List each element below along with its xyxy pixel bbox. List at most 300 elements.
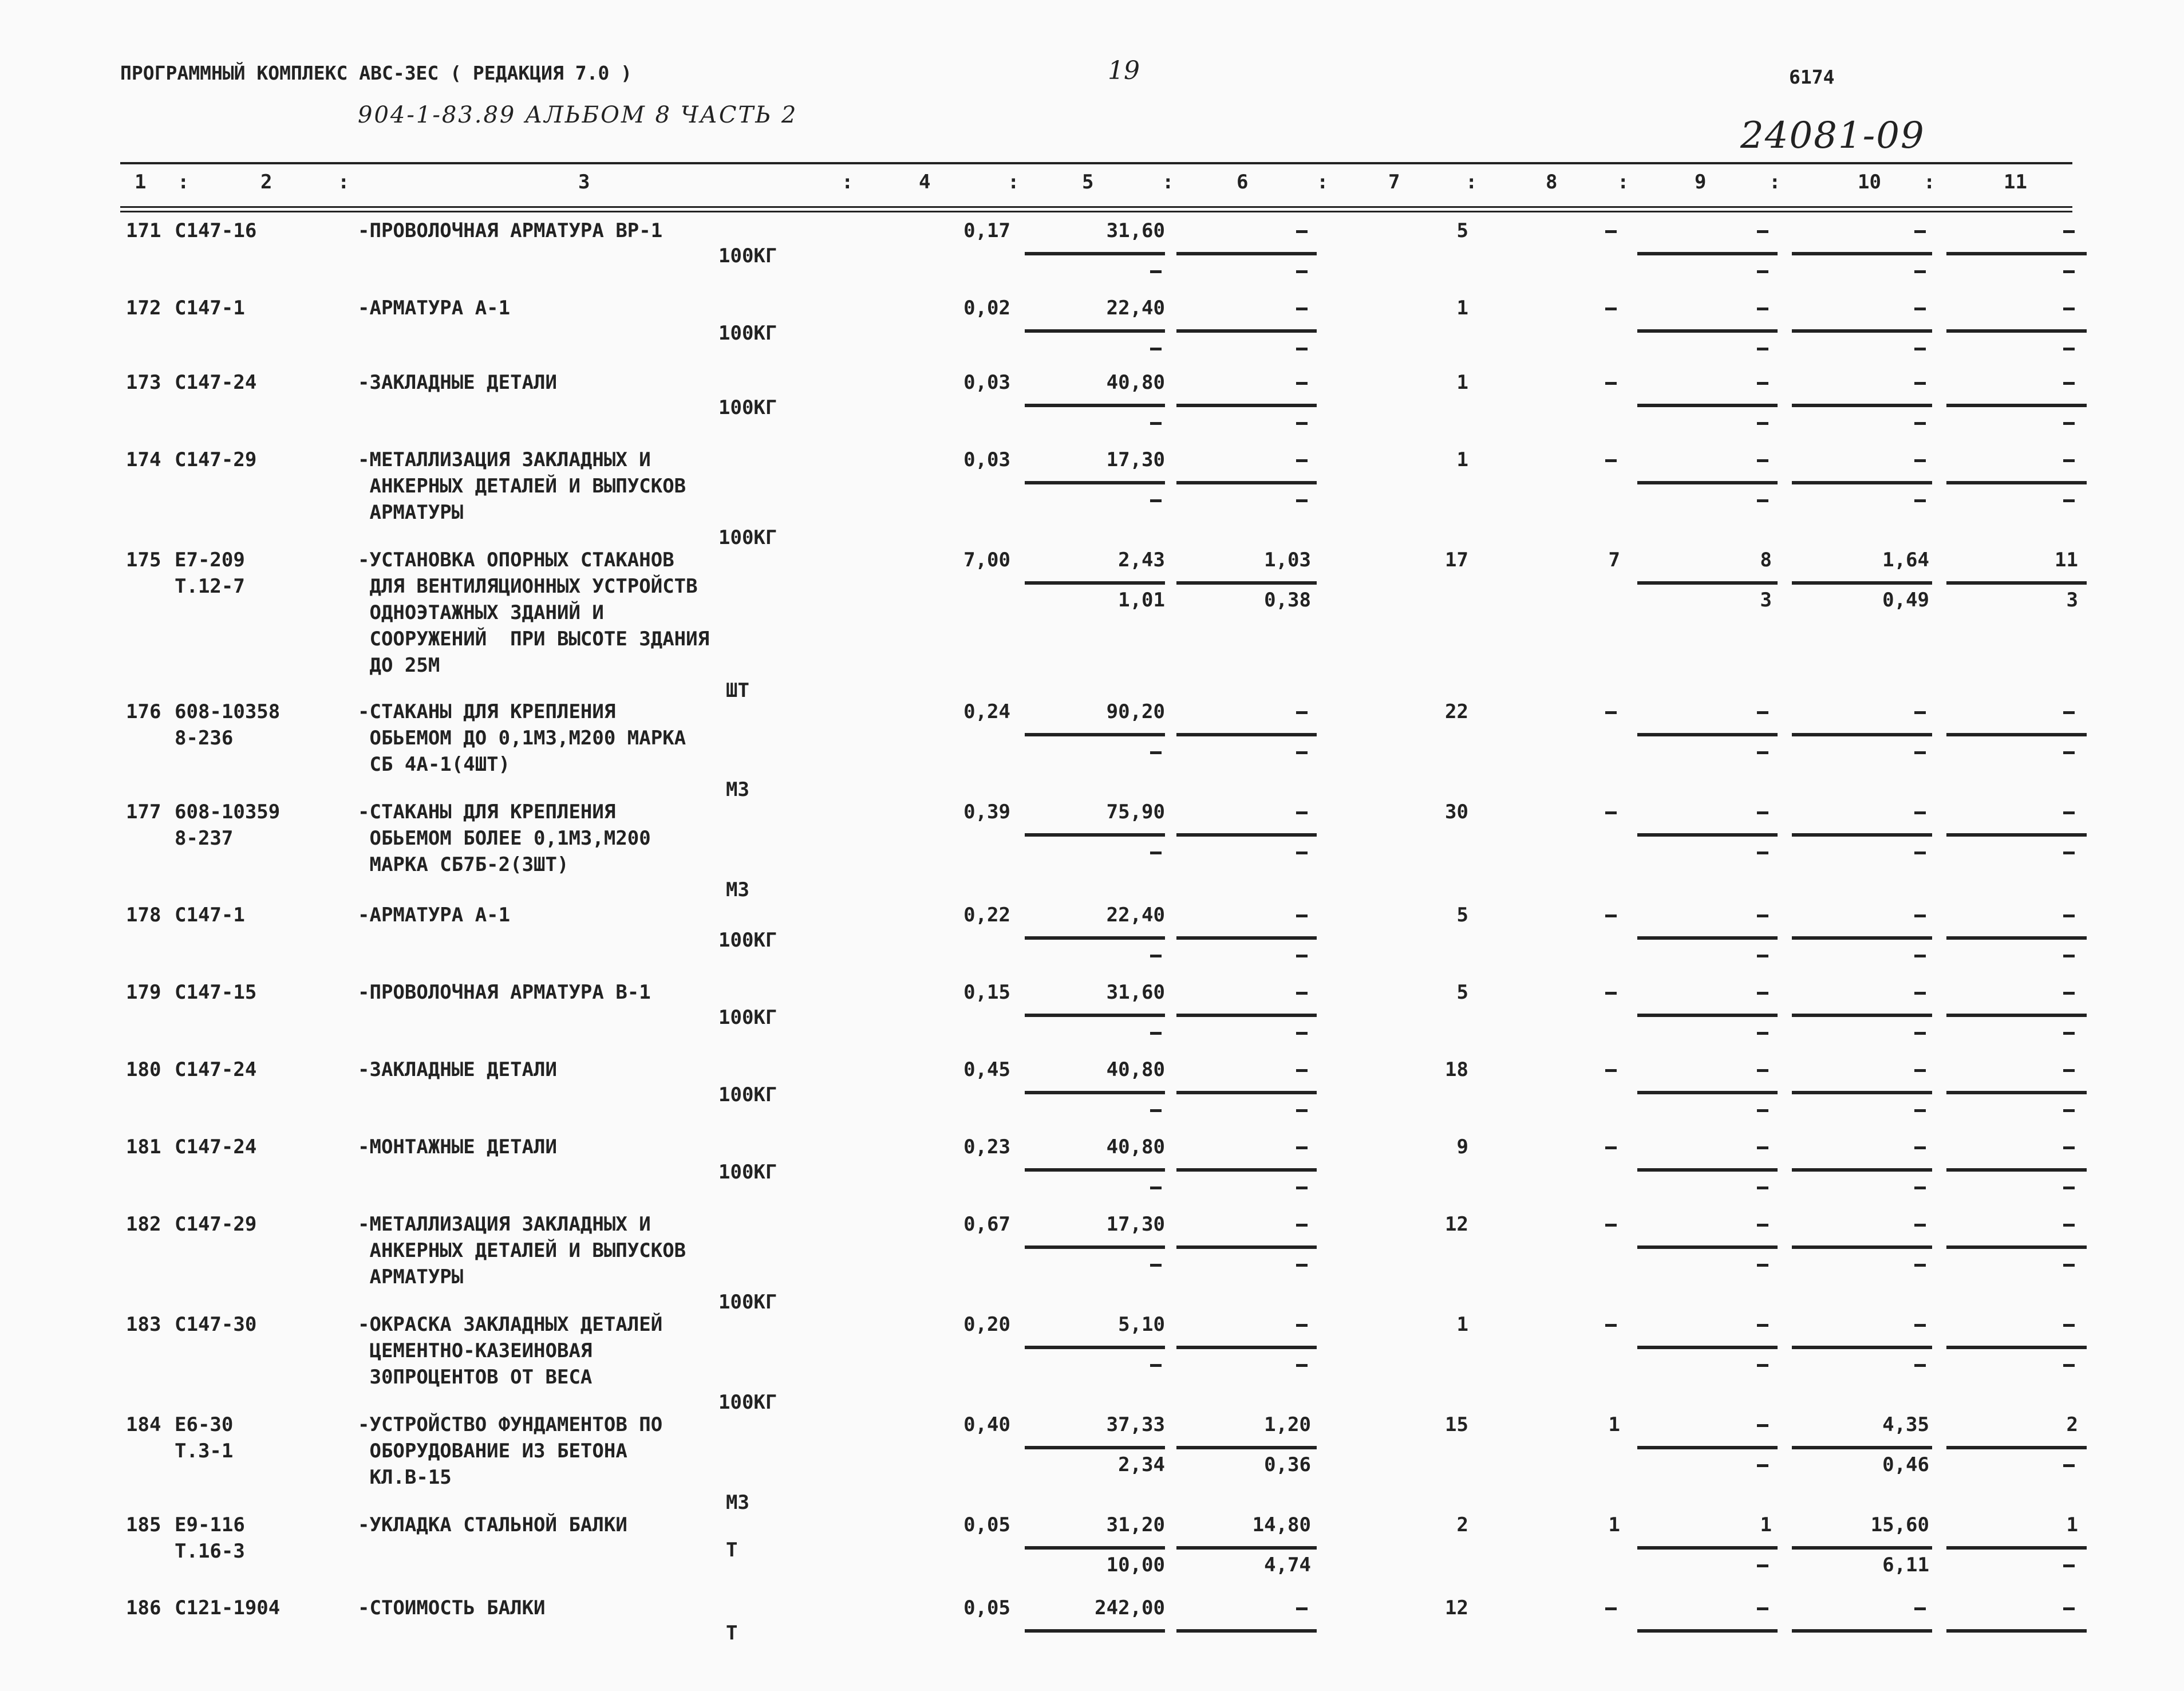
- value-c4: 0,05: [963, 1513, 1010, 1536]
- work-description: -МОНТАЖНЫЕ ДЕТАЛИ: [358, 1136, 557, 1158]
- value-c6b: 0,38: [1264, 589, 1311, 612]
- fraction-bar: [1792, 1168, 1932, 1172]
- value-c5: 22,40: [1106, 297, 1165, 320]
- row-number: 179: [126, 981, 161, 1004]
- fraction-bar: [1025, 581, 1165, 585]
- rate-code: 608-10359 8-237: [175, 801, 281, 850]
- rate-code: С121-1904: [175, 1597, 281, 1619]
- empty-value-dash: [1914, 230, 1926, 233]
- row-number: 172: [126, 297, 161, 320]
- empty-value-dash: [1296, 308, 1308, 310]
- value-c8: 1: [1608, 1413, 1620, 1436]
- value-c10: 1,64: [1882, 549, 1929, 571]
- empty-value-dash: [1296, 499, 1308, 502]
- empty-value-dash: [1757, 711, 1768, 714]
- fraction-bar: [1176, 936, 1317, 940]
- empty-value-dash: [1296, 1187, 1308, 1189]
- fraction-bar: [1946, 404, 2087, 407]
- row-number: 175: [126, 549, 161, 571]
- work-description: -МЕТАЛЛИЗАЦИЯ ЗАКЛАДНЫХ И АНКЕРНЫХ ДЕТАЛЕЙ И ВЫПУСКОВ АРМАТУРЫ: [358, 448, 686, 524]
- work-description: -АРМАТУРА А-1: [358, 904, 511, 927]
- empty-value-dash: [1914, 1032, 1926, 1035]
- column-header-3: 3: [578, 171, 590, 194]
- row-number: 178: [126, 904, 161, 927]
- fraction-bar: [1025, 1629, 1165, 1633]
- empty-value-dash: [1914, 1264, 1926, 1267]
- empty-value-dash: [1296, 1324, 1308, 1327]
- empty-value-dash: [1605, 1324, 1617, 1327]
- fraction-bar: [1946, 733, 2087, 736]
- row-number: 174: [126, 448, 161, 471]
- value-c5: 31,20: [1106, 1513, 1165, 1536]
- value-c5: 75,90: [1106, 801, 1165, 823]
- value-c7: 30: [1445, 801, 1468, 823]
- empty-value-dash: [2063, 1607, 2075, 1610]
- empty-value-dash: [1757, 1146, 1768, 1149]
- empty-value-dash: [1914, 852, 1926, 854]
- empty-value-dash: [1296, 270, 1308, 273]
- unit: 100КГ: [718, 1083, 777, 1106]
- empty-value-dash: [2063, 1324, 2075, 1327]
- fraction-bar: [1792, 481, 1932, 484]
- fraction-bar: [1176, 1091, 1317, 1094]
- empty-value-dash: [1757, 852, 1768, 854]
- empty-value-dash: [1757, 270, 1768, 273]
- fraction-bar: [1176, 1168, 1317, 1172]
- fraction-bar: [1946, 329, 2087, 333]
- fraction-bar: [1792, 1629, 1932, 1633]
- work-description: -СТОИМОСТЬ БАЛКИ: [358, 1597, 546, 1619]
- fraction-bar: [1946, 1346, 2087, 1349]
- program-title: ПРОГРАММНЫЙ КОМПЛЕКС АВС-3ЕС ( РЕДАКЦИЯ 7.0 ): [120, 62, 633, 84]
- column-header-9: 9: [1695, 171, 1707, 194]
- empty-value-dash: [1605, 1069, 1617, 1072]
- fraction-bar: [1946, 581, 2087, 585]
- empty-value-dash: [1150, 422, 1162, 425]
- empty-value-dash: [1757, 459, 1768, 462]
- fraction-bar: [1025, 404, 1165, 407]
- fraction-bar: [1946, 1546, 2087, 1550]
- empty-value-dash: [1296, 1364, 1308, 1367]
- work-description: -ПРОВОЛОЧНАЯ АРМАТУРА В-1: [358, 981, 651, 1004]
- fraction-bar: [1025, 833, 1165, 837]
- rate-code: С147-29: [175, 448, 257, 471]
- column-header-4: 4: [919, 171, 931, 194]
- value-c7: 1: [1456, 448, 1468, 471]
- fraction-bar: [1025, 733, 1165, 736]
- unit: 100КГ: [718, 929, 777, 952]
- empty-value-dash: [1914, 992, 1926, 995]
- row-number: 177: [126, 801, 161, 823]
- fraction-bar: [1176, 1629, 1317, 1633]
- empty-value-dash: [1296, 348, 1308, 350]
- empty-value-dash: [2063, 1146, 2075, 1149]
- fraction-bar: [1792, 1446, 1932, 1449]
- table-top-rule: [120, 162, 2072, 164]
- value-c7: 17: [1445, 549, 1468, 571]
- empty-value-dash: [2063, 1264, 2075, 1267]
- column-separator: :: [338, 171, 350, 194]
- empty-value-dash: [1150, 1032, 1162, 1035]
- row-number: 171: [126, 219, 161, 242]
- fraction-bar: [1025, 1014, 1165, 1017]
- rate-code: С147-24: [175, 1136, 257, 1158]
- fraction-bar: [1946, 1629, 2087, 1633]
- empty-value-dash: [1150, 1187, 1162, 1189]
- column-separator: :: [1317, 171, 1329, 194]
- fraction-bar: [1637, 1546, 1778, 1550]
- value-c5b: 1,01: [1118, 589, 1165, 612]
- value-c11b: 3: [2066, 589, 2078, 612]
- value-c4: 0,17: [963, 219, 1010, 242]
- empty-value-dash: [1914, 499, 1926, 502]
- value-c11: 11: [2055, 549, 2078, 571]
- fraction-bar: [1946, 1245, 2087, 1249]
- unit: 100КГ: [718, 526, 777, 549]
- value-c4: 0,45: [963, 1058, 1010, 1081]
- empty-value-dash: [1605, 1224, 1617, 1227]
- empty-value-dash: [1150, 1264, 1162, 1267]
- work-description: -УКЛАДКА СТАЛЬНОЙ БАЛКИ: [358, 1513, 627, 1536]
- empty-value-dash: [2063, 1224, 2075, 1227]
- row-number: 186: [126, 1597, 161, 1619]
- empty-value-dash: [1914, 308, 1926, 310]
- empty-value-dash: [1605, 230, 1617, 233]
- value-c4: 0,15: [963, 981, 1010, 1004]
- empty-value-dash: [1605, 308, 1617, 310]
- empty-value-dash: [2063, 382, 2075, 385]
- row-number: 183: [126, 1313, 161, 1336]
- value-c4: 0,20: [963, 1313, 1010, 1336]
- empty-value-dash: [1757, 1607, 1768, 1610]
- unit: 100КГ: [718, 322, 777, 345]
- fraction-bar: [1946, 1446, 2087, 1449]
- fraction-bar: [1176, 1446, 1317, 1449]
- fraction-bar: [1176, 404, 1317, 407]
- empty-value-dash: [1914, 1607, 1926, 1610]
- empty-value-dash: [1150, 852, 1162, 854]
- empty-value-dash: [1757, 1464, 1768, 1467]
- value-c5: 2,43: [1118, 549, 1165, 571]
- empty-value-dash: [2063, 459, 2075, 462]
- fraction-bar: [1792, 1546, 1932, 1550]
- empty-value-dash: [1914, 348, 1926, 350]
- empty-value-dash: [1296, 459, 1308, 462]
- value-c7: 1: [1456, 1313, 1468, 1336]
- unit: Т: [726, 1539, 738, 1562]
- value-c4: 0,40: [963, 1413, 1010, 1436]
- empty-value-dash: [1914, 459, 1926, 462]
- value-c5: 40,80: [1106, 1058, 1165, 1081]
- empty-value-dash: [1757, 348, 1768, 350]
- document-code: 6174: [1789, 66, 1835, 88]
- empty-value-dash: [1757, 992, 1768, 995]
- column-separator: :: [177, 171, 189, 194]
- empty-value-dash: [1150, 1109, 1162, 1112]
- value-c4: 0,23: [963, 1136, 1010, 1158]
- empty-value-dash: [2063, 1069, 2075, 1072]
- row-number: 173: [126, 371, 161, 394]
- empty-value-dash: [1757, 1424, 1768, 1427]
- empty-value-dash: [1757, 955, 1768, 957]
- empty-value-dash: [1757, 1109, 1768, 1112]
- fraction-bar: [1176, 1245, 1317, 1249]
- value-c5: 40,80: [1106, 371, 1165, 394]
- value-c9b: 3: [1760, 589, 1772, 612]
- empty-value-dash: [1605, 1607, 1617, 1610]
- value-c5: 22,40: [1106, 904, 1165, 927]
- value-c6b: 0,36: [1264, 1453, 1311, 1476]
- unit: М3: [726, 878, 749, 901]
- value-c5: 17,30: [1106, 448, 1165, 471]
- value-c7: 5: [1456, 904, 1468, 927]
- empty-value-dash: [1296, 230, 1308, 233]
- fraction-bar: [1792, 1014, 1932, 1017]
- fraction-bar: [1637, 404, 1778, 407]
- column-separator: :: [1162, 171, 1174, 194]
- value-c11: 2: [2066, 1413, 2078, 1436]
- value-c5: 5,10: [1118, 1313, 1165, 1336]
- empty-value-dash: [1605, 915, 1617, 917]
- value-c6: 14,80: [1252, 1513, 1311, 1536]
- value-c7: 12: [1445, 1597, 1468, 1619]
- fraction-bar: [1176, 1546, 1317, 1550]
- value-c4: 0,05: [963, 1597, 1010, 1619]
- fraction-bar: [1792, 1091, 1932, 1094]
- rate-code: Е9-116 Т.16-3: [175, 1513, 245, 1563]
- fraction-bar: [1946, 1091, 2087, 1094]
- rate-code: С147-24: [175, 371, 257, 394]
- empty-value-dash: [1150, 270, 1162, 273]
- value-c7: 18: [1445, 1058, 1468, 1081]
- empty-value-dash: [1605, 1146, 1617, 1149]
- empty-value-dash: [1757, 1364, 1768, 1367]
- empty-value-dash: [1757, 1032, 1768, 1035]
- empty-value-dash: [1757, 915, 1768, 917]
- unit: 100КГ: [718, 245, 777, 267]
- unit: М3: [726, 1491, 749, 1514]
- value-c5b: 2,34: [1118, 1453, 1165, 1476]
- value-c5: 31,60: [1106, 981, 1165, 1004]
- empty-value-dash: [1914, 811, 1926, 814]
- empty-value-dash: [1914, 751, 1926, 754]
- fraction-bar: [1025, 1346, 1165, 1349]
- fraction-bar: [1637, 1245, 1778, 1249]
- empty-value-dash: [1914, 711, 1926, 714]
- empty-value-dash: [1605, 992, 1617, 995]
- work-description: -МЕТАЛЛИЗАЦИЯ ЗАКЛАДНЫХ И АНКЕРНЫХ ДЕТАЛЕЙ И ВЫПУСКОВ АРМАТУРЫ: [358, 1213, 686, 1288]
- value-c10: 15,60: [1870, 1513, 1929, 1536]
- work-description: -СТАКАНЫ ДЛЯ КРЕПЛЕНИЯ ОБЬЕМОМ ДО 0,1М3,М200 МАРКА СБ 4А-1(4ШТ): [358, 700, 686, 776]
- empty-value-dash: [2063, 1109, 2075, 1112]
- fraction-bar: [1637, 481, 1778, 484]
- value-c5: 40,80: [1106, 1136, 1165, 1158]
- empty-value-dash: [1914, 1069, 1926, 1072]
- fraction-bar: [1946, 1168, 2087, 1172]
- column-separator: :: [1008, 171, 1020, 194]
- row-number: 181: [126, 1136, 161, 1158]
- value-c7: 5: [1456, 981, 1468, 1004]
- column-header-2: 2: [260, 171, 272, 194]
- value-c7: 5: [1456, 219, 1468, 242]
- empty-value-dash: [2063, 811, 2075, 814]
- empty-value-dash: [1296, 1264, 1308, 1267]
- empty-value-dash: [1914, 422, 1926, 425]
- rate-code: С147-30: [175, 1313, 257, 1336]
- empty-value-dash: [1296, 955, 1308, 957]
- empty-value-dash: [1296, 811, 1308, 814]
- empty-value-dash: [1757, 751, 1768, 754]
- empty-value-dash: [1757, 1264, 1768, 1267]
- empty-value-dash: [2063, 348, 2075, 350]
- fraction-bar: [1946, 1014, 2087, 1017]
- empty-value-dash: [1757, 308, 1768, 310]
- value-c10b: 0,49: [1882, 589, 1929, 612]
- fraction-bar: [1176, 581, 1317, 585]
- rate-code: 608-10358 8-236: [175, 700, 281, 750]
- fraction-bar: [1176, 1014, 1317, 1017]
- value-c4: 0,02: [963, 297, 1010, 320]
- fraction-bar: [1025, 1091, 1165, 1094]
- empty-value-dash: [1757, 382, 1768, 385]
- empty-value-dash: [2063, 751, 2075, 754]
- fraction-bar: [1025, 1245, 1165, 1249]
- empty-value-dash: [1605, 811, 1617, 814]
- empty-value-dash: [1605, 711, 1617, 714]
- fraction-bar: [1025, 1446, 1165, 1449]
- empty-value-dash: [1914, 1324, 1926, 1327]
- empty-value-dash: [1757, 230, 1768, 233]
- empty-value-dash: [1150, 499, 1162, 502]
- value-c8: 7: [1608, 549, 1620, 571]
- value-c9: 1: [1760, 1513, 1772, 1536]
- fraction-bar: [1176, 481, 1317, 484]
- unit: 100КГ: [718, 1291, 777, 1314]
- value-c10: 4,35: [1882, 1413, 1929, 1436]
- registration-number: 24081-09: [1740, 115, 1925, 157]
- empty-value-dash: [2063, 1187, 2075, 1189]
- value-c10b: 6,11: [1882, 1554, 1929, 1576]
- empty-value-dash: [2063, 270, 2075, 273]
- rate-code: Е7-209 Т.12-7: [175, 549, 245, 598]
- fraction-bar: [1637, 1629, 1778, 1633]
- value-c7: 12: [1445, 1213, 1468, 1236]
- column-separator: :: [1924, 171, 1936, 194]
- empty-value-dash: [2063, 1032, 2075, 1035]
- empty-value-dash: [1296, 992, 1308, 995]
- fraction-bar: [1792, 1245, 1932, 1249]
- value-c7: 22: [1445, 700, 1468, 723]
- fraction-bar: [1637, 1014, 1778, 1017]
- empty-value-dash: [1296, 711, 1308, 714]
- rate-code: С147-24: [175, 1058, 257, 1081]
- column-header-1: 1: [135, 171, 147, 194]
- empty-value-dash: [1150, 751, 1162, 754]
- value-c11: 1: [2066, 1513, 2078, 1536]
- empty-value-dash: [1914, 1224, 1926, 1227]
- fraction-bar: [1025, 481, 1165, 484]
- work-description: -ОКРАСКА ЗАКЛАДНЫХ ДЕТАЛЕЙ ЦЕМЕНТНО-КАЗЕИНОВАЯ 30ПРОЦЕНТОВ ОТ ВЕСА: [358, 1313, 663, 1389]
- empty-value-dash: [1757, 422, 1768, 425]
- fraction-bar: [1792, 833, 1932, 837]
- page-number: 19: [1108, 56, 1140, 85]
- empty-value-dash: [1296, 1224, 1308, 1227]
- fraction-bar: [1176, 733, 1317, 736]
- value-c5: 31,60: [1106, 219, 1165, 242]
- fraction-bar: [1637, 1346, 1778, 1349]
- empty-value-dash: [1914, 955, 1926, 957]
- value-c5: 17,30: [1106, 1213, 1165, 1236]
- empty-value-dash: [1914, 1187, 1926, 1189]
- empty-value-dash: [1757, 1224, 1768, 1227]
- empty-value-dash: [1296, 1069, 1308, 1072]
- row-number: 185: [126, 1513, 161, 1536]
- value-c5: 37,33: [1106, 1413, 1165, 1436]
- empty-value-dash: [2063, 230, 2075, 233]
- fraction-bar: [1792, 581, 1932, 585]
- empty-value-dash: [1914, 1146, 1926, 1149]
- fraction-bar: [1025, 329, 1165, 333]
- row-number: 182: [126, 1213, 161, 1236]
- fraction-bar: [1025, 936, 1165, 940]
- empty-value-dash: [1757, 1564, 1768, 1567]
- album-note: 904-1-83.89 АЛЬБОМ 8 ЧАСТЬ 2: [358, 102, 798, 128]
- empty-value-dash: [1757, 1324, 1768, 1327]
- column-header-10: 10: [1858, 171, 1881, 194]
- value-c4: 7,00: [963, 549, 1010, 571]
- column-separator: :: [842, 171, 854, 194]
- unit: 100КГ: [718, 1161, 777, 1184]
- value-c4: 0,03: [963, 371, 1010, 394]
- fraction-bar: [1176, 329, 1317, 333]
- row-number: 176: [126, 700, 161, 723]
- value-c7: 15: [1445, 1413, 1468, 1436]
- empty-value-dash: [1757, 1187, 1768, 1189]
- empty-value-dash: [1757, 499, 1768, 502]
- unit: 100КГ: [718, 396, 777, 419]
- value-c10b: 0,46: [1882, 1453, 1929, 1476]
- work-description: -УСТАНОВКА ОПОРНЫХ СТАКАНОВ ДЛЯ ВЕНТИЛЯЦИОННЫХ УСТРОЙСТВ ОДНОЭТАЖНЫХ ЗДАНИЙ И СООРУЖЕНИЙ ПРИ ВЫСОТЕ ЗДАНИЯ ДО 25М: [358, 549, 710, 677]
- empty-value-dash: [2063, 992, 2075, 995]
- row-number: 180: [126, 1058, 161, 1081]
- empty-value-dash: [2063, 499, 2075, 502]
- work-description: -ПРОВОЛОЧНАЯ АРМАТУРА ВР-1: [358, 219, 663, 242]
- value-c7: 1: [1456, 297, 1468, 320]
- empty-value-dash: [1914, 1109, 1926, 1112]
- fraction-bar: [1946, 252, 2087, 255]
- value-c4: 0,03: [963, 448, 1010, 471]
- empty-value-dash: [2063, 955, 2075, 957]
- value-c8: 1: [1608, 1513, 1620, 1536]
- empty-value-dash: [2063, 1464, 2075, 1467]
- empty-value-dash: [1296, 422, 1308, 425]
- empty-value-dash: [2063, 308, 2075, 310]
- rate-code: С147-29: [175, 1213, 257, 1236]
- empty-value-dash: [1296, 1109, 1308, 1112]
- value-c7: 9: [1456, 1136, 1468, 1158]
- column-separator: :: [1769, 171, 1781, 194]
- fraction-bar: [1637, 581, 1778, 585]
- empty-value-dash: [1150, 1364, 1162, 1367]
- work-description: -СТАКАНЫ ДЛЯ КРЕПЛЕНИЯ ОБЬЕМОМ БОЛЕЕ 0,1М3,М200 МАРКА СБ7Б-2(3ШТ): [358, 801, 651, 876]
- column-header-11: 11: [2004, 171, 2027, 194]
- value-c6: 1,20: [1264, 1413, 1311, 1436]
- column-header-5: 5: [1082, 171, 1094, 194]
- empty-value-dash: [1296, 1607, 1308, 1610]
- value-c4: 0,22: [963, 904, 1010, 927]
- rate-code: С147-15: [175, 981, 257, 1004]
- fraction-bar: [1637, 936, 1778, 940]
